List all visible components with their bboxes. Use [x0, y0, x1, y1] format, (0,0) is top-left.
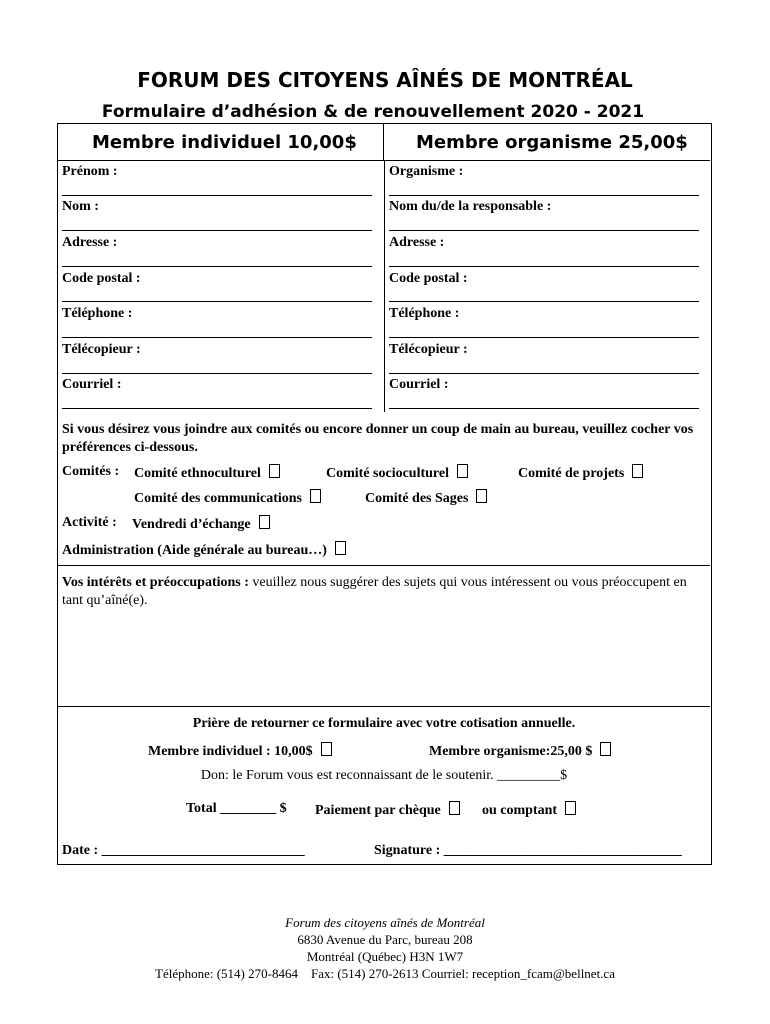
cheque-option[interactable]: [315, 801, 460, 819]
committee-sociocultural[interactable]: [326, 464, 468, 482]
footer: [0, 914, 770, 982]
checkbox[interactable]: [476, 489, 487, 503]
committees-label: Comités :: [62, 464, 120, 479]
cash-label: ou comptant: [482, 803, 558, 818]
committee-sages[interactable]: [365, 489, 487, 507]
membership-form: [57, 123, 712, 865]
footer-address-2: Montréal (Québec) H3N 1W7: [306, 949, 464, 964]
interests-label: Vos intérêts et préoccupations :: [62, 575, 249, 590]
individual-payment-label: Membre individuel : 10,00$: [148, 744, 313, 759]
email-label: Courriel :: [62, 377, 122, 392]
first-name-field[interactable]: [62, 195, 372, 196]
committee-projects-label: Comité de projets: [518, 466, 625, 481]
org-fax-field[interactable]: [389, 373, 699, 374]
checkbox[interactable]: [600, 742, 611, 756]
organisation-field[interactable]: [389, 195, 699, 196]
organisation-payment-label: Membre organisme:25,00 $: [429, 744, 593, 759]
footer-org: Forum des citoyens aînés de Montréal: [285, 915, 485, 930]
phone-field[interactable]: [62, 337, 372, 338]
individual-header: Membre individuel 10,00$: [92, 132, 357, 153]
individual-payment-option[interactable]: [148, 742, 332, 760]
responsible-field[interactable]: [389, 230, 699, 231]
address-field[interactable]: [62, 266, 372, 267]
committee-communications-label: Comité des communications: [134, 491, 302, 506]
organisation-payment-option[interactable]: [429, 742, 611, 760]
org-email-label: Courriel :: [389, 377, 449, 392]
committee-communications[interactable]: [134, 489, 321, 507]
administration-option[interactable]: [62, 541, 346, 559]
org-postal-code-label: Code postal :: [389, 271, 468, 286]
checkbox[interactable]: [457, 464, 468, 478]
checkbox[interactable]: [321, 742, 332, 756]
org-email-field[interactable]: [389, 408, 699, 409]
activity-friday-label: Vendredi d’échange: [132, 517, 251, 532]
committee-ethnocultural-label: Comité ethnoculturel: [134, 466, 261, 481]
postal-code-label: Code postal :: [62, 271, 141, 286]
organisation-label: Organisme :: [389, 164, 464, 179]
total-field[interactable]: Total ________ $: [186, 801, 287, 816]
signature-field[interactable]: Signature : __________________________________: [374, 843, 682, 858]
org-postal-code-field[interactable]: [389, 301, 699, 302]
phone-label: Téléphone :: [62, 306, 133, 321]
checkbox[interactable]: [259, 515, 270, 529]
header-column-divider: [383, 124, 384, 160]
org-address-label: Adresse :: [389, 235, 445, 250]
org-address-field[interactable]: [389, 266, 699, 267]
donation-line[interactable]: Don: le Forum vous est reconnaissant de le soutenir. _________$: [200, 768, 568, 783]
checkbox[interactable]: [632, 464, 643, 478]
checkbox[interactable]: [335, 541, 346, 555]
committee-sages-label: Comité des Sages: [365, 491, 469, 506]
fax-field[interactable]: [62, 373, 372, 374]
committee-projects[interactable]: [518, 464, 643, 482]
first-name-label: Prénom :: [62, 164, 118, 179]
organisation-header: Membre organisme 25,00$: [416, 132, 688, 153]
activity-friday[interactable]: [132, 515, 270, 533]
cheque-label: Paiement par chèque: [315, 803, 441, 818]
email-field[interactable]: [62, 408, 372, 409]
interests-section: [62, 574, 702, 610]
page-title: FORUM DES CITOYENS AÎNÉS DE MONTRÉAL: [137, 68, 633, 92]
committee-ethnocultural[interactable]: [134, 464, 280, 482]
responsible-label: Nom du/de la responsable :: [389, 199, 552, 214]
date-field[interactable]: Date : _____________________________: [62, 843, 305, 858]
checkbox[interactable]: [565, 801, 576, 815]
administration-label: Administration (Aide générale au bureau…): [62, 543, 327, 558]
footer-address-1: 6830 Avenue du Parc, bureau 208: [297, 932, 473, 947]
postal-code-field[interactable]: [62, 301, 372, 302]
interests-text: veuillez nous suggérer des sujets qui vous intéressent ou vous préoccupent en tant qu’aîné(e).: [62, 575, 687, 608]
last-name-field[interactable]: [62, 230, 372, 231]
checkbox[interactable]: [269, 464, 280, 478]
return-note: Prière de retourner ce formulaire avec votre cotisation annuelle.: [192, 716, 576, 731]
section-divider: [58, 706, 710, 707]
page-subtitle: Formulaire d’adhésion & de renouvellement 2020 - 2021: [101, 102, 645, 122]
last-name-label: Nom :: [62, 199, 99, 214]
org-phone-field[interactable]: [389, 337, 699, 338]
cash-option[interactable]: [482, 801, 576, 819]
checkbox[interactable]: [449, 801, 460, 815]
committees-intro: Si vous désirez vous joindre aux comités ou encore donner un coup de main au bureau, veuillez cocher vos préférences ci-dessous.: [62, 422, 694, 455]
section-divider: [58, 565, 710, 566]
org-phone-label: Téléphone :: [389, 306, 460, 321]
fax-label: Télécopieur :: [62, 342, 141, 357]
activity-label: Activité :: [62, 515, 117, 530]
org-fax-label: Télécopieur :: [389, 342, 468, 357]
fields-column-divider: [384, 161, 385, 412]
footer-contact: Téléphone: (514) 270-8464 Fax: (514) 270-2613 Courriel: reception_fcam@bellnet.ca: [155, 966, 615, 981]
committee-sociocultural-label: Comité socioculturel: [326, 466, 449, 481]
address-label: Adresse :: [62, 235, 118, 250]
checkbox[interactable]: [310, 489, 321, 503]
